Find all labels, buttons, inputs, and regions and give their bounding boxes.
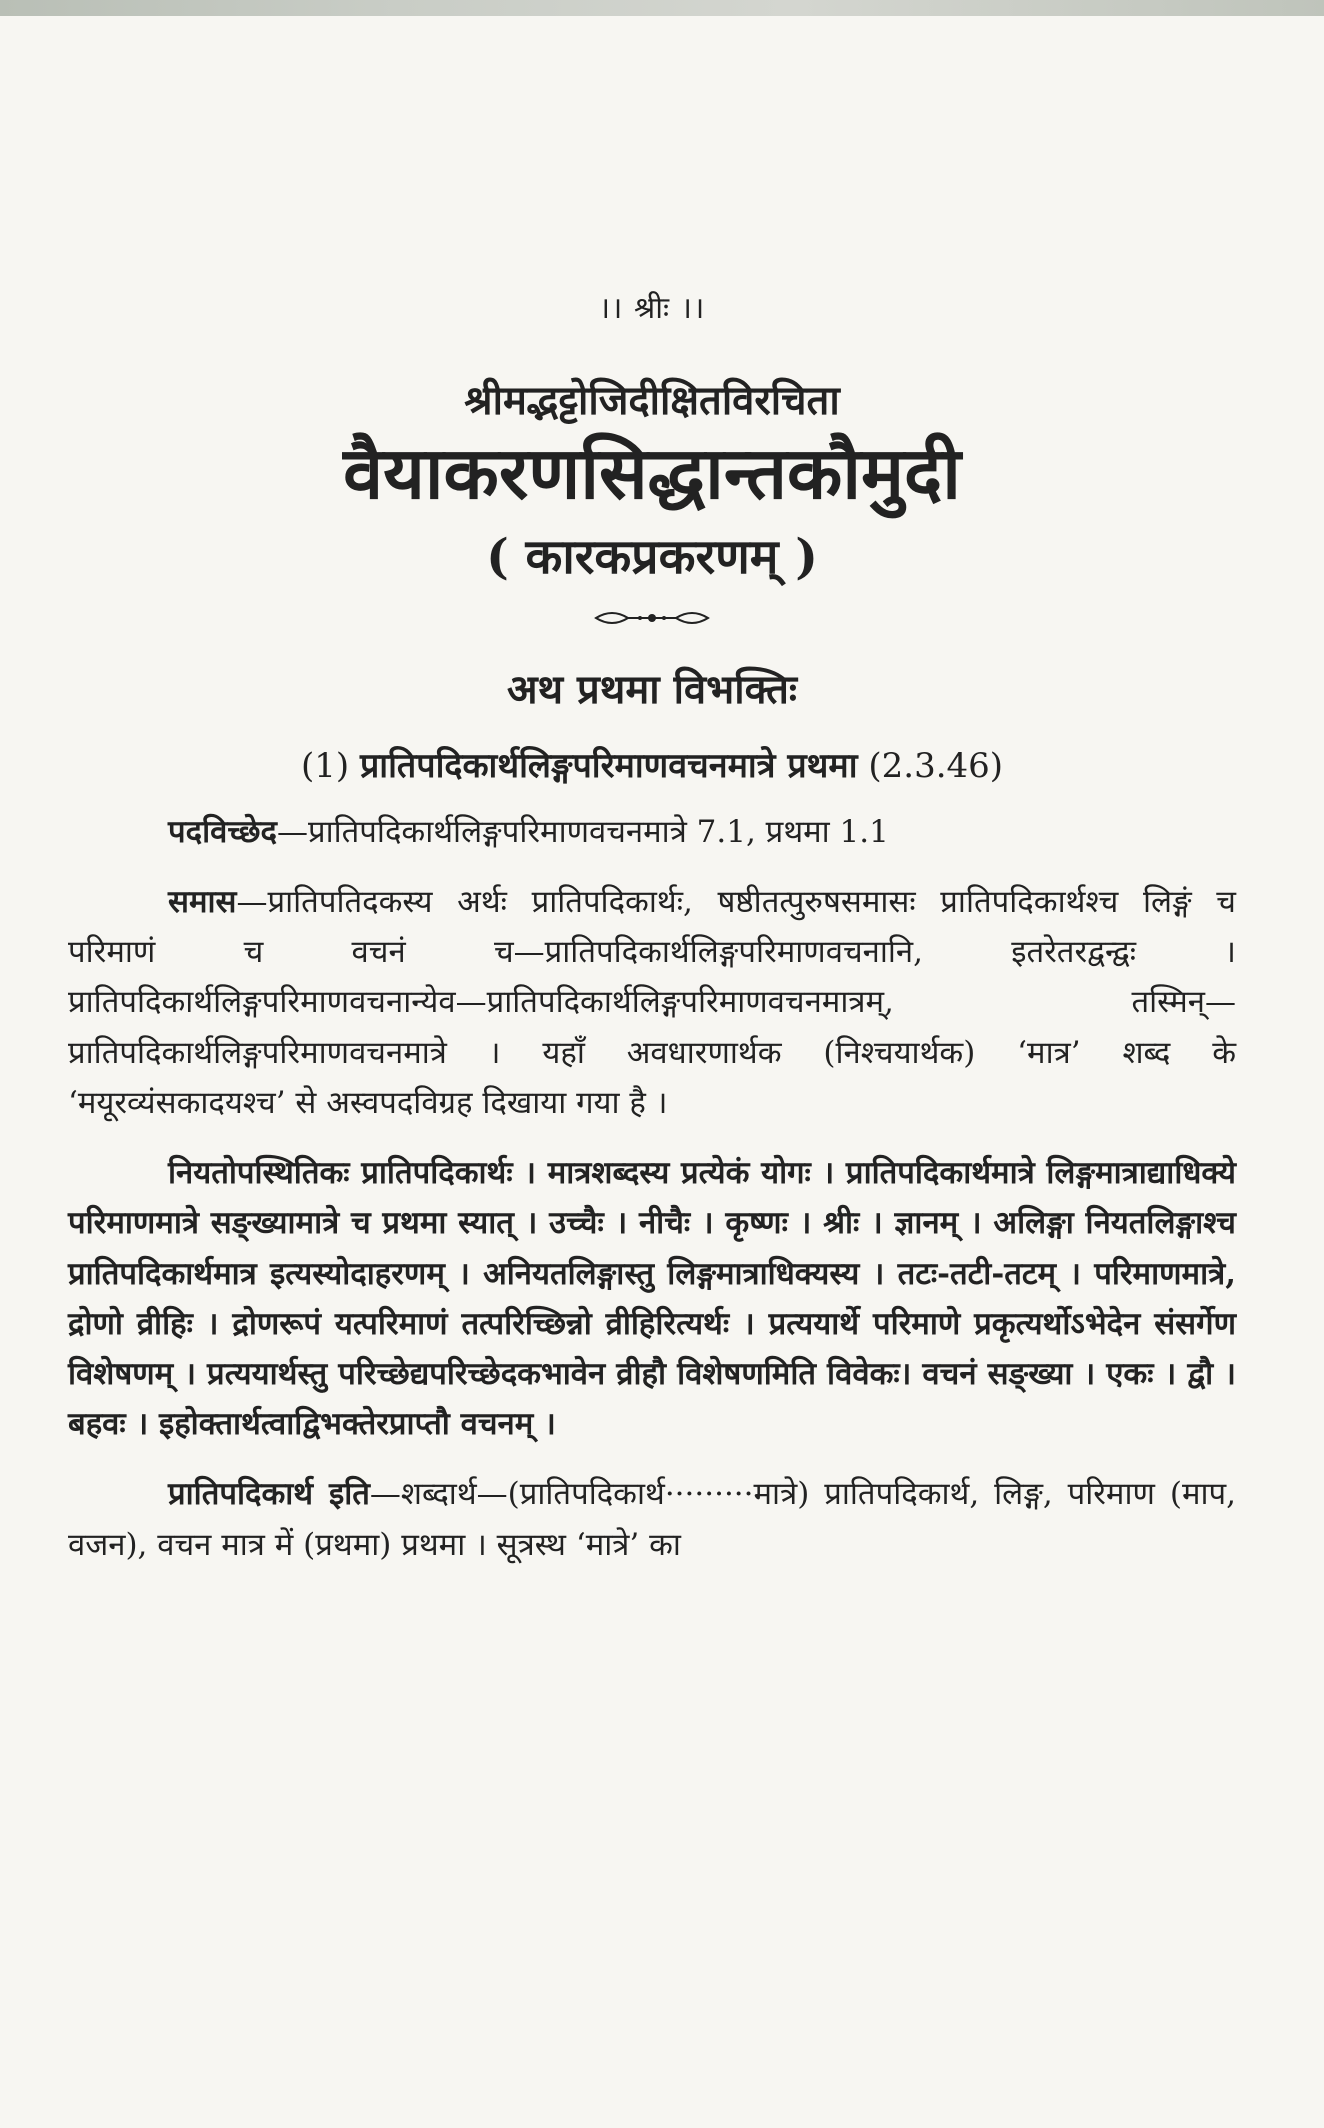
commentary-paragraph: नियतोपस्थितिकः प्रातिपदिकार्थः । मात्रशब्दस्य प्रत्येकं योगः । प्रातिपदिकार्थमात्रे लिङ्गमात्राद्याधिक्ये परिमाणमात्रे सङ्ख्यामात्रे च प्रथमा स्यात् । उच्चैः । नीचैः । कृष्णः । श्रीः । ज्ञानम् । अलिङ्गा नियतलिङ्गाश्च प्रातिपदिकार्थमात्र इत्यस्योदाहरणम् । अनियतलिङ्गास्तु लिङ्गमात्राधिक्यस्य । तटः-तटी-तटम् । परिमाणमात्रे, द्रोणो व्रीहिः । द्रोणरूपं यत्परिमाणं तत्परिच्छिन्नो व्रीहिरित्यर्थः । प्रत्ययार्थे परिमाणे प्रकृत्यर्थोऽभेदेन संसर्गेण विशेषणम् । प्रत्ययार्थस्तु परिच्छेद्यपरिच्छेदकभावेन व्रीहौ विशेषणमिति विवेकः। वचनं सङ्ख्या । एकः । द्वौ । बहवः । इहोक्तार्थत्वाद्विभक्तेरप्राप्तौ वचनम् ।: [68, 1155, 1236, 1443]
chapter-heading: अथ प्रथमा विभक्तिः: [507, 665, 797, 713]
page-top-edge: [0, 0, 1324, 16]
invocation: ।। श्रीः ।।: [598, 291, 706, 326]
padaviccheda-text: —प्रातिपदिकार्थलिङ्गपरिमाणवचनमात्रे 7.1, प्रथमा 1.1: [276, 813, 889, 850]
book-page: [0, 16, 1324, 2128]
samasa-paragraph: [68, 877, 1236, 1128]
samasa-text: —प्रातिपतिदकस्य अर्थः प्रातिपदिकार्थः, षष्ठीतत्पुरुषसमासः प्रातिपदिकार्थश्च लिङ्गं च परिमाणं च वचनं च—प्रातिपदिकार्थलिङ्गपरिमाणवचनानि, इतरेतरद्वन्द्वः । प्रातिपदिकार्थलिङ्गपरिमाणवचनान्येव—प्रातिपदिकार्थलिङ्गपरिमाणवचनमात्रम्, तस्मिन्—प्रातिपदिकार्थलिङ्गपरिमाणवचनमात्रे । यहाँ अवधारणार्थक (निश्चयार्थक) ‘मात्र’ शब्द के ‘मयूरव्यंसकादयश्च’ से अस्वपदविग्रह दिखाया गया है ।: [68, 884, 1236, 1121]
page-content: [68, 286, 1236, 1590]
shabdartha-paragraph: [68, 1469, 1236, 1569]
shabdartha-label: प्रातिपदिकार्थ इति: [168, 1476, 370, 1513]
ornament-divider-icon: [68, 606, 1236, 634]
sutra-text: प्रातिपदिकार्थलिङ्गपरिमाणवचनमात्रे प्रथमा: [359, 745, 858, 786]
samasa-label: समास: [168, 884, 237, 921]
padaviccheda-paragraph: [68, 807, 1236, 857]
sutra-number: (1): [300, 745, 350, 786]
book-title: वैयाकरणसिद्धान्तकौमुदी: [343, 430, 961, 515]
shabdartha-text: —शब्दार्थ—(प्रातिपदिकार्थ·········मात्रे) प्रातिपदिकार्थ, लिङ्ग, परिमाण (माप, वजन), वचन मात्र में (प्रथमा) प्रथमा । सूत्रस्थ ‘मात्रे’ का: [68, 1476, 1236, 1563]
sutra-line: [68, 741, 1236, 787]
section-title: ( कारकप्रकरणम् ): [486, 528, 818, 585]
padaviccheda-label: पदविच्छेद: [168, 813, 277, 850]
author-line: श्रीमद्भट्टोजिदीक्षितविरचिता: [464, 377, 840, 424]
sutra-reference: (2.3.46): [868, 745, 1004, 786]
